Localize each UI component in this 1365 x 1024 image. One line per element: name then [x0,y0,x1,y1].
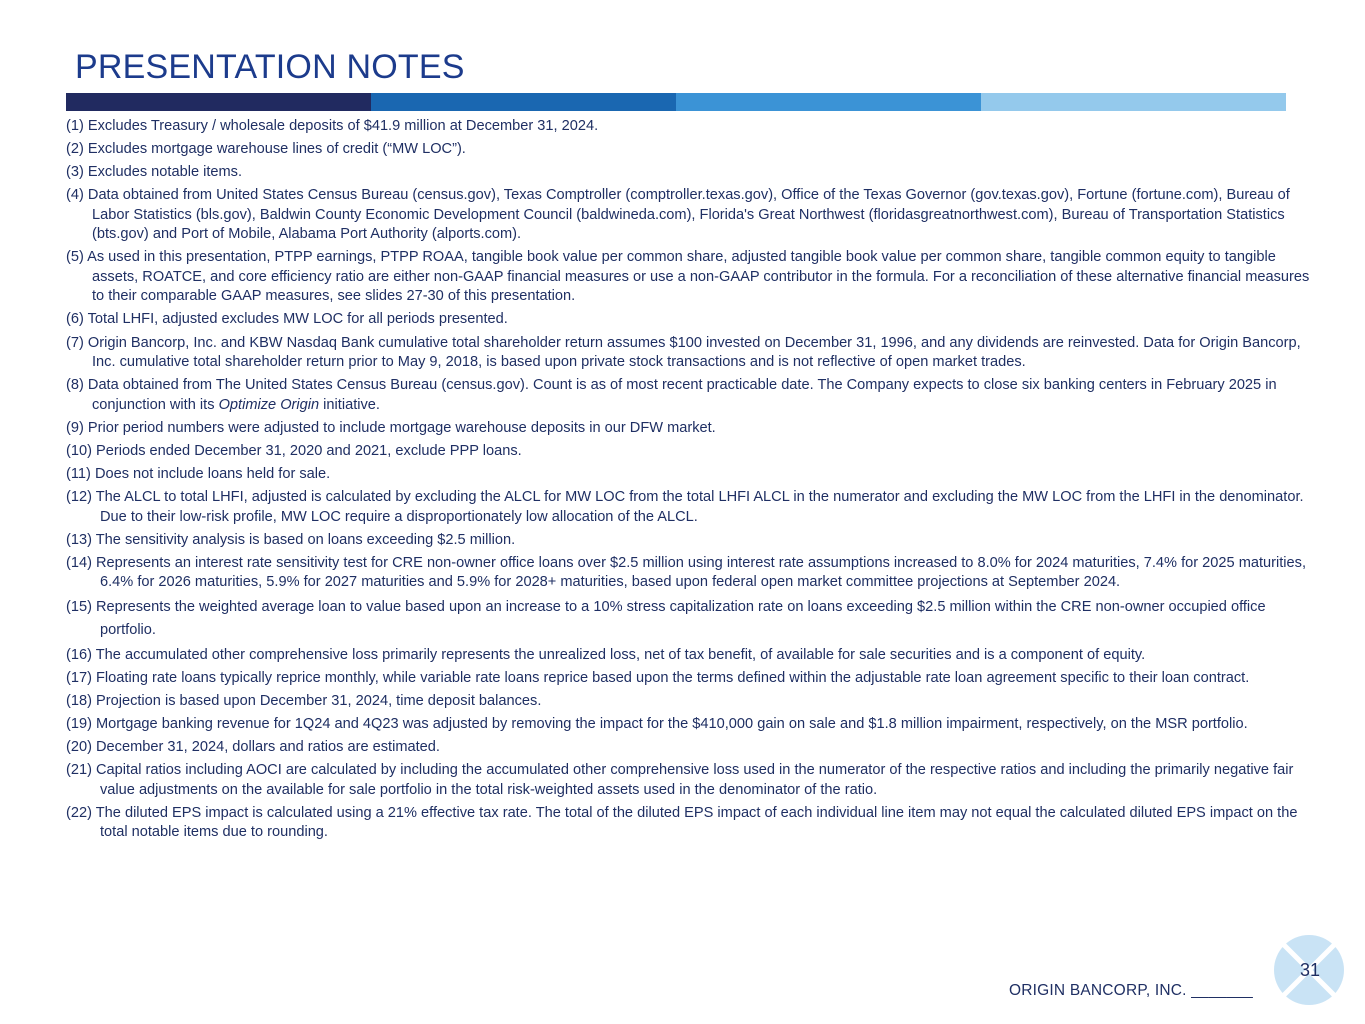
note-item [66,248,1318,307]
note-item [66,419,1318,439]
note-item [66,692,1318,712]
note-text: Mortgage banking revenue for 1Q24 and 4Q23 was adjusted by removing the impact for the $410,000 gain on sale and $1.8 million impairment, respectively, on the MSR portfolio. [96,716,1248,733]
note-text: Excludes notable items. [87,164,243,181]
note-item [66,163,1318,183]
note-item [66,488,1318,527]
note-text: Periods ended December 31, 2020 and 2021, exclude PPP loans. [96,442,522,459]
note-text: The sensitivity analysis is based on loans exceeding $2.5 million. [95,531,516,548]
notes-list [66,117,1318,847]
note-number: (4) [66,187,84,204]
note-item [66,531,1318,551]
note-number: (9) [66,419,84,436]
note-number: (6) [66,311,84,328]
note-number: (8) [66,377,84,394]
color-bar-segment-3 [676,93,981,111]
note-text: Projection is based upon December 31, 2024, time deposit balances. [96,693,542,710]
note-item [66,310,1318,330]
note-item [66,465,1318,485]
note-text: Does not include loans held for sale. [94,465,331,482]
note-number: (22) [66,804,92,821]
note-italic-text: Optimize Origin [218,396,320,413]
note-number: (5) [66,249,84,266]
note-item [66,669,1318,689]
note-number: (19) [66,716,92,733]
note-item [66,554,1318,593]
note-text: Data obtained from The United States Census Bureau (census.gov). Count is as of most recent practicable date. The Company expects to close six banking centers in February 2025 in conjunction with its [87,377,1277,413]
page-title: PRESENTATION NOTES [75,48,465,86]
note-number: (3) [66,164,84,181]
note-text: December 31, 2024, dollars and ratios are estimated. [96,739,440,756]
note-text: Represents the weighted average loan to value based upon an increase to a 10% stress capitalization rate on loans exceeding $2.5 million within the CRE non-owner occupied office portfolio. [96,599,1266,639]
note-text: Total LHFI, adjusted excludes MW LOC for all periods presented. [87,311,508,328]
note-text: As used in this presentation, PTPP earnings, PTPP ROAA, tangible book value per common share, adjusted tangible book value per common share, tangible common equity to tangible assets, ROATCE, and core efficiency ratio are either non-GAAP financial measures or use a non-GAAP contributor in the formula. For a reconciliation of these alternative financial measures to their comparable GAAP measures, see slides 27-30 of this presentation. [87,249,1310,305]
note-text: The diluted EPS impact is calculated using a 21% effective tax rate. The total of the diluted EPS impact of each individual line item may not equal the calculated diluted EPS impact on the total notable items due to rounding. [95,804,1298,841]
note-text-after: initiative. [319,396,380,413]
note-item [66,376,1318,415]
note-number: (20) [66,739,92,756]
note-text: Capital ratios including AOCI are calculated by including the accumulated other comprehensive loss used in the numerator of the respective ratios and including the primarily negative fair value adjustments on the available for sale portfolio in the total risk-weighted assets used in the denominator of the ratio. [96,762,1294,798]
note-number: (21) [66,762,92,779]
note-number: (1) [66,118,84,134]
note-number: (17) [66,670,92,686]
page-number: 31 [1299,960,1321,980]
note-text: Prior period numbers were adjusted to include mortgage warehouse deposits in our DFW market. [87,419,716,436]
note-number: (15) [66,599,92,616]
note-item [66,715,1318,735]
note-number: (16) [66,646,92,663]
color-bar [66,93,1286,111]
note-item [66,334,1318,373]
company-name: ORIGIN BANCORP, INC. _______ [1009,982,1253,999]
note-item [66,804,1318,843]
note-number: (13) [66,531,92,548]
color-bar-segment-4 [981,93,1286,111]
note-item [66,140,1318,160]
note-text: The accumulated other comprehensive loss primarily represents the unrealized loss, net of tax benefit, of available for sale securities and is a component of equity. [95,646,1146,663]
color-bar-segment-2 [371,93,676,111]
note-item [66,442,1318,462]
note-item [66,761,1318,800]
note-number: (18) [66,693,92,710]
note-number: (10) [66,442,92,459]
note-text: Excludes mortgage warehouse lines of credit (“MW LOC”). [87,141,466,158]
note-item [66,186,1318,245]
note-number: (7) [66,334,84,351]
note-text: Excludes Treasury / wholesale deposits of $41.9 million at December 31, 2024. [87,118,599,134]
note-number: (14) [66,554,92,571]
note-text: Floating rate loans typically reprice monthly, while variable rate loans reprice based upon the terms defined within the adjustable rate loan agreement specific to their loan contract. [96,670,1250,686]
color-bar-segment-1 [66,93,371,111]
note-item [66,596,1318,642]
note-text: Represents an interest rate sensitivity test for CRE non-owner office loans over $2.5 million using interest rate assumptions increased to 8.0% for 2024 maturities, 7.4% for 2025 maturities, 6.4% for 2026 maturities, 5.9% for 2027 maturities and 5.9% for 2028+ maturities, based upon federal open market committee projections at September 2024. [96,554,1306,591]
note-number: (2) [66,141,84,158]
note-text: Data obtained from United States Census Bureau (census.gov), Texas Comptroller (comptroller.texas.gov), Office of the Texas Governor (gov.texas.gov), Fortune (fortune.com), Bureau of Labor Statistics (bls.gov), Baldwin County Economic Development Council (baldwineda.com), Florida's Great Northwest (floridasgreatnorthwest.com), Bureau of Transportation Statistics (bts.gov) and Port of Mobile, Alabama Port Authority (alports.com). [87,187,1290,243]
note-item [66,117,1318,137]
note-number: (12) [66,489,92,506]
note-item [66,646,1318,666]
note-number: (11) [66,465,91,482]
note-text: The ALCL to total LHFI, adjusted is calculated by excluding the ALCL for MW LOC from the total LHFI ALCL in the numerator and excluding the MW LOC from the LHFI in the denominator. Due to their low-risk profile, MW LOC require a disproportionately low allocation of the ALCL. [95,489,1304,525]
note-item [66,738,1318,758]
note-text: Origin Bancorp, Inc. and KBW Nasdaq Bank cumulative total shareholder return assumes $100 invested on December 31, 1996, and any dividends are reinvested. Data for Origin Bancorp, Inc. cumulative total shareholder return prior to May 9, 2018, is based upon private stock transactions and is not reflective of open market trades. [87,334,1301,371]
